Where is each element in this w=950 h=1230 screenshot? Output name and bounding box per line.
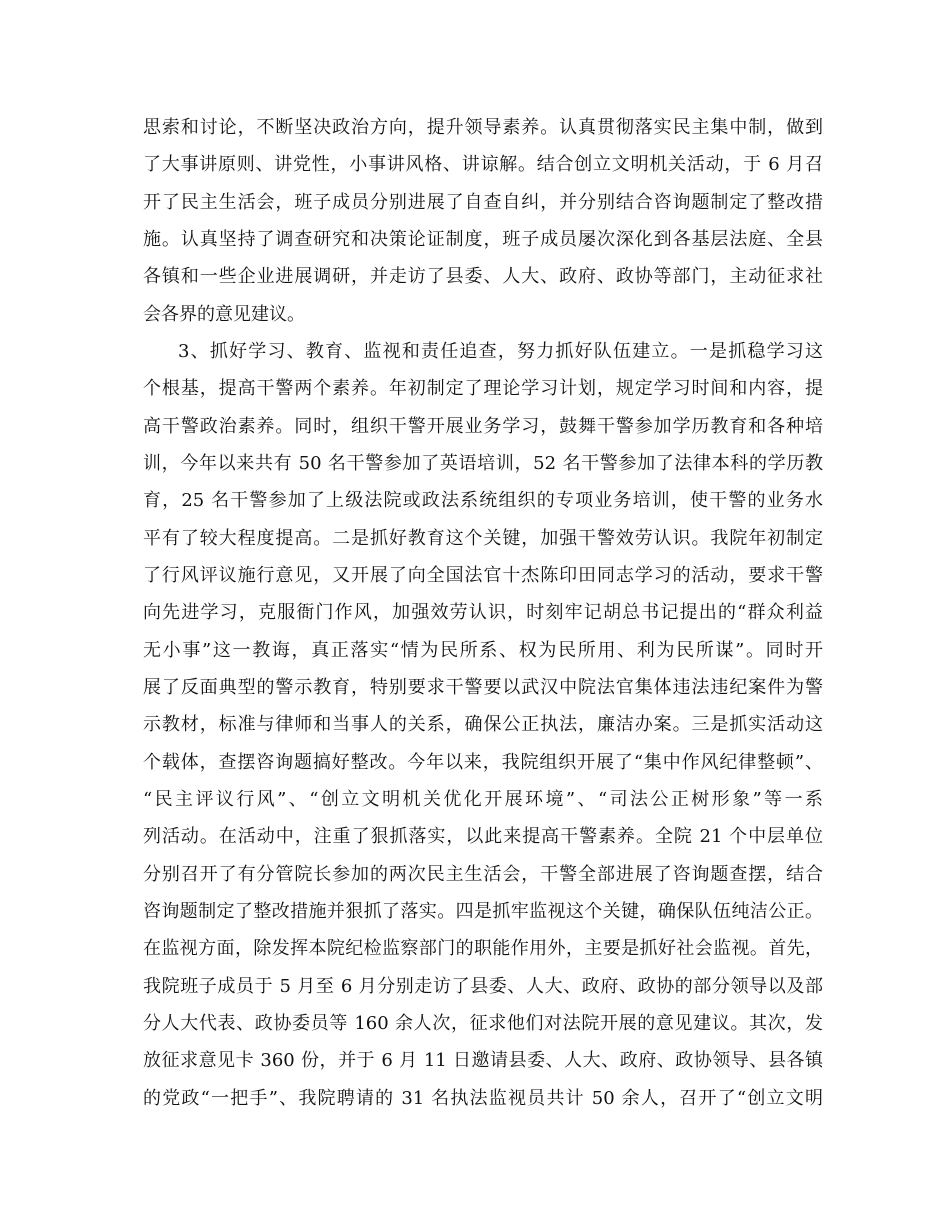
text-line: 施。认真坚持了调查研究和决策论证制度，班子成员屡次深化到各基层法庭、全县	[143, 229, 823, 250]
text-line: 放征求意见卡 360 份，并于 6 月 11 日邀请县委、人大、政府、政协领导、县各镇	[143, 1050, 823, 1071]
text-line: 各镇和一些企业进展调研，并走访了县委、人大、政府、政协等部门，主动征求社	[143, 266, 823, 287]
text-line: 育，25 名干警参加了上级法院或政法系统组织的专项业务培训，使干警的业务水	[143, 490, 823, 511]
paragraph-first-line: 3、抓好学习、教育、监视和责任追查，努力抓好队伍建立。一是抓稳学习这	[178, 341, 823, 362]
text-line: 无小事”这一教诲，真正落实“情为民所系、权为民所用、利为民所谋”。同时开	[143, 640, 823, 661]
text-line: 我院班子成员于 5 月至 6 月分别走访了县委、人大、政府、政协的部分领导以及部	[143, 976, 823, 997]
text-line: 平有了较大程度提高。二是抓好教育这个关键，加强干警效劳认识。我院年初制定	[143, 528, 823, 549]
text-line: 了大事讲原则、讲党性，小事讲风格、讲谅解。结合创立文明机关活动，于 6 月召	[143, 154, 823, 175]
text-line: 分别召开了有分管院长参加的两次民主生活会，干警全部进展了咨询题查摆，结合	[143, 864, 823, 885]
text-line: 训，今年以来共有 50 名干警参加了英语培训，52 名干警参加了法律本科的学历教	[143, 453, 823, 474]
text-line: 思索和讨论，不断坚决政治方向，提升领导素养。认真贯彻落实民主集中制，做到	[143, 117, 823, 138]
text-line: “民主评议行风”、“创立文明机关优化开展环境”、“司法公正树形象”等一系	[143, 789, 823, 810]
text-line: 咨询题制定了整改措施并狠抓了落实。四是抓牢监视这个关键，确保队伍纯洁公正。	[143, 901, 823, 922]
text-line: 个载体，查摆咨询题搞好整改。今年以来，我院组织开展了“集中作风纪律整顿”、	[143, 752, 823, 773]
text-line: 开了民主生活会，班子成员分别进展了自查自纠，并分别结合咨询题制定了整改措	[143, 192, 823, 213]
text-line: 展了反面典型的警示教育，特别要求干警要以武汉中院法官集体违法违纪案件为警	[143, 677, 823, 698]
text-line: 了行风评议施行意见，又开展了向全国法官十杰陈印田同志学习的活动，要求干警	[143, 565, 823, 586]
text-line: 在监视方面，除发挥本院纪检监察部门的职能作用外，主要是抓好社会监视。首先，	[143, 938, 823, 959]
text-line: 分人大代表、政协委员等 160 余人次，征求他们对法院开展的意见建议。其次，发	[143, 1013, 823, 1034]
text-line: 会各界的意见建议。	[143, 304, 305, 325]
text-line: 高干警政治素养。同时，组织干警开展业务学习，鼓舞干警参加学历教育和各种培	[143, 416, 823, 437]
text-line: 向先进学习，克服衙门作风，加强效劳认识，时刻牢记胡总书记提出的“群众利益	[143, 602, 823, 623]
text-line: 的党政“一把手”、我院聘请的 31 名执法监视员共计 50 余人，召开了“创立文明	[143, 1088, 823, 1109]
text-line: 示教材，标准与律师和当事人的关系，确保公正执法，廉洁办案。三是抓实活动这	[143, 714, 823, 735]
text-line: 个根基，提高干警两个素养。年初制定了理论学习计划，规定学习时间和内容，提	[143, 378, 823, 399]
text-line: 列活动。在活动中，注重了狠抓落实，以此来提高干警素养。全院 21 个中层单位	[143, 826, 823, 847]
